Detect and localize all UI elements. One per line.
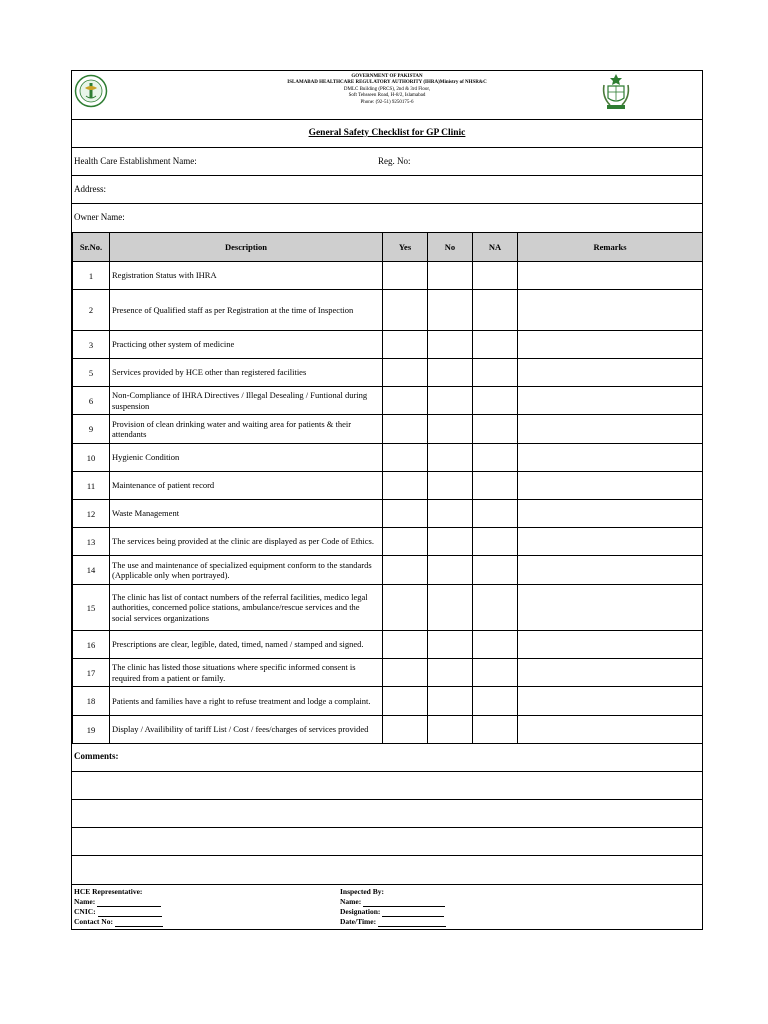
na-cell[interactable] — [473, 687, 518, 716]
remarks-cell[interactable] — [518, 331, 703, 359]
row-sr-no: 18 — [73, 687, 110, 716]
no-cell[interactable] — [428, 528, 473, 556]
row-sr-no: 12 — [73, 500, 110, 528]
yes-cell[interactable] — [383, 415, 428, 444]
row-description: Waste Management — [110, 500, 383, 528]
owner-name-label: Owner Name: — [74, 212, 125, 222]
table-row — [73, 631, 703, 659]
comment-line[interactable] — [72, 856, 702, 885]
address-line-1: DMLC Building (PRCS), 2nd & 3rd Floor, — [343, 86, 431, 92]
na-cell[interactable] — [473, 631, 518, 659]
row-description: Display / Availibility of tariff List / Cost / fees/charges of services provided — [110, 716, 383, 744]
remarks-cell[interactable] — [518, 631, 703, 659]
row-sr-no: 17 — [73, 659, 110, 687]
inspected-by-block — [340, 887, 446, 927]
table-row — [73, 716, 703, 744]
yes-cell[interactable] — [383, 500, 428, 528]
remarks-cell[interactable] — [518, 585, 703, 631]
no-cell[interactable] — [428, 472, 473, 500]
na-cell[interactable] — [473, 585, 518, 631]
na-cell[interactable] — [473, 716, 518, 744]
no-cell[interactable] — [428, 500, 473, 528]
table-row — [73, 500, 703, 528]
row-sr-no: 14 — [73, 556, 110, 585]
row-description: Practicing other system of medicine — [110, 331, 383, 359]
table-header-row — [73, 233, 703, 262]
row-sr-no: 5 — [73, 359, 110, 387]
col-header-description: Description — [110, 233, 383, 262]
yes-cell[interactable] — [383, 687, 428, 716]
row-sr-no: 6 — [73, 387, 110, 415]
remarks-cell[interactable] — [518, 500, 703, 528]
col-header-srno: Sr.No. — [73, 233, 110, 262]
no-cell[interactable] — [428, 359, 473, 387]
table-row — [73, 444, 703, 472]
no-cell[interactable] — [428, 687, 473, 716]
row-description: Non-Compliance of IHRA Directives / Illegal Desealing / Funtional during suspension — [110, 387, 383, 415]
row-description: Registration Status with IHRA — [110, 262, 383, 290]
no-cell[interactable] — [428, 631, 473, 659]
na-cell[interactable] — [473, 444, 518, 472]
no-cell[interactable] — [428, 585, 473, 631]
table-row — [73, 687, 703, 716]
na-cell[interactable] — [473, 556, 518, 585]
na-cell[interactable] — [473, 359, 518, 387]
remarks-cell[interactable] — [518, 528, 703, 556]
row-sr-no: 16 — [73, 631, 110, 659]
remarks-cell[interactable] — [518, 659, 703, 687]
designation-field[interactable]: Designation: — [340, 907, 446, 917]
table-row — [73, 331, 703, 359]
row-description: Patients and families have a right to refuse treatment and lodge a complaint. — [110, 687, 383, 716]
hce-rep-title: HCE Representative: — [74, 887, 143, 896]
remarks-cell[interactable] — [518, 687, 703, 716]
remarks-cell[interactable] — [518, 716, 703, 744]
na-cell[interactable] — [473, 500, 518, 528]
comment-line[interactable] — [72, 828, 702, 856]
pakistan-emblem — [601, 73, 631, 111]
date-time-field[interactable]: Date/Time: — [340, 917, 446, 927]
no-cell[interactable] — [428, 262, 473, 290]
row-sr-no: 10 — [73, 444, 110, 472]
row-description: The clinic has list of contact numbers of the referral facilities, medico legal authorities, concerned police stations, ambulance/rescue services and the social services organizations — [110, 585, 383, 631]
remarks-cell[interactable] — [518, 359, 703, 387]
form-title: General Safety Checklist for GP Clinic — [72, 119, 702, 148]
remarks-cell[interactable] — [518, 556, 703, 585]
table-row — [73, 528, 703, 556]
no-cell[interactable] — [428, 331, 473, 359]
address-label: Address: — [74, 184, 106, 194]
phone-line: Phone: (92-51) 9250175-6 — [360, 99, 414, 105]
row-sr-no: 2 — [73, 290, 110, 331]
na-cell[interactable] — [473, 262, 518, 290]
no-cell[interactable] — [428, 444, 473, 472]
na-cell[interactable] — [473, 331, 518, 359]
row-sr-no: 3 — [73, 331, 110, 359]
na-cell[interactable] — [473, 472, 518, 500]
hce-cnic-field[interactable]: CNIC: — [74, 907, 163, 917]
row-description: The services being provided at the clinic are displayed as per Code of Ethics. — [110, 528, 383, 556]
no-cell[interactable] — [428, 290, 473, 331]
row-description: Provision of clean drinking water and waiting area for patients & their attendants — [110, 415, 383, 444]
yes-cell[interactable] — [383, 472, 428, 500]
establishment-label: Health Care Establishment Name: — [74, 156, 197, 166]
hce-representative-block — [74, 887, 163, 927]
hce-contact-field[interactable]: Contact No: — [74, 917, 163, 927]
authority-line: ISLAMABAD HEALTHCARE REGULATORY AUTHORITY (IHRA)Ministry of NHSR&C — [287, 80, 487, 86]
row-sr-no: 11 — [73, 472, 110, 500]
table-row — [73, 659, 703, 687]
address-line-2: Soft Tehsseen Road, H-8/2, Islamabad — [348, 93, 426, 99]
no-cell[interactable] — [428, 387, 473, 415]
col-header-remarks: Remarks — [518, 233, 703, 262]
no-cell[interactable] — [428, 556, 473, 585]
row-sr-no: 9 — [73, 415, 110, 444]
letterhead — [72, 71, 702, 120]
table-row — [73, 556, 703, 585]
yes-cell[interactable] — [383, 262, 428, 290]
na-cell[interactable] — [473, 528, 518, 556]
table-row — [73, 585, 703, 631]
comments-label-row — [72, 744, 702, 772]
row-sr-no: 15 — [73, 585, 110, 631]
row-description: Maintenance of patient record — [110, 472, 383, 500]
establishment-row — [72, 148, 702, 176]
na-cell[interactable] — [473, 415, 518, 444]
reg-no-label: Reg. No: — [378, 156, 411, 166]
table-row — [73, 472, 703, 500]
row-sr-no: 19 — [73, 716, 110, 744]
remarks-cell[interactable] — [518, 262, 703, 290]
checklist-form — [71, 70, 703, 930]
row-description: Presence of Qualified staff as per Registration at the time of Inspection — [110, 290, 383, 331]
yes-cell[interactable] — [383, 359, 428, 387]
yes-cell[interactable] — [383, 290, 428, 331]
yes-cell[interactable] — [383, 631, 428, 659]
yes-cell[interactable] — [383, 444, 428, 472]
yes-cell[interactable] — [383, 659, 428, 687]
row-description: The use and maintenance of specialized equipment conform to the standards (Applicable only when portrayed). — [110, 556, 383, 585]
table-row — [73, 290, 703, 331]
row-sr-no: 1 — [73, 262, 110, 290]
govt-line: GOVERNMENT OF PAKISTAN — [351, 74, 423, 79]
table-row — [73, 387, 703, 415]
row-description: Services provided by HCE other than registered facilities — [110, 359, 383, 387]
remarks-cell[interactable] — [518, 444, 703, 472]
comment-line[interactable] — [72, 772, 702, 800]
col-header-na: NA — [473, 233, 518, 262]
checklist-table — [72, 232, 703, 744]
yes-cell[interactable] — [383, 387, 428, 415]
inspector-title: Inspected By: — [340, 887, 384, 896]
table-row — [73, 262, 703, 290]
address-row — [72, 176, 702, 204]
row-description: Prescriptions are clear, legible, dated, timed, named / stamped and signed. — [110, 631, 383, 659]
yes-cell[interactable] — [383, 716, 428, 744]
col-header-yes: Yes — [383, 233, 428, 262]
na-cell[interactable] — [473, 659, 518, 687]
na-cell[interactable] — [473, 387, 518, 415]
remarks-cell[interactable] — [518, 290, 703, 331]
no-cell[interactable] — [428, 415, 473, 444]
yes-cell[interactable] — [383, 585, 428, 631]
owner-row — [72, 204, 702, 232]
no-cell[interactable] — [428, 716, 473, 744]
yes-cell[interactable] — [383, 556, 428, 585]
na-cell[interactable] — [473, 290, 518, 331]
table-row — [73, 359, 703, 387]
inspector-name-field[interactable]: Name: — [340, 897, 446, 907]
row-description: Hygienic Condition — [110, 444, 383, 472]
comment-line[interactable] — [72, 800, 702, 828]
row-sr-no: 13 — [73, 528, 110, 556]
remarks-cell[interactable] — [518, 387, 703, 415]
yes-cell[interactable] — [383, 331, 428, 359]
comments-label: Comments: — [74, 751, 119, 761]
row-description: The clinic has listed those situations where specific informed consent is required from a patient or family. — [110, 659, 383, 687]
remarks-cell[interactable] — [518, 415, 703, 444]
no-cell[interactable] — [428, 659, 473, 687]
table-row — [73, 415, 703, 444]
col-header-no: No — [428, 233, 473, 262]
yes-cell[interactable] — [383, 528, 428, 556]
hce-name-field[interactable]: Name: — [74, 897, 163, 907]
remarks-cell[interactable] — [518, 472, 703, 500]
